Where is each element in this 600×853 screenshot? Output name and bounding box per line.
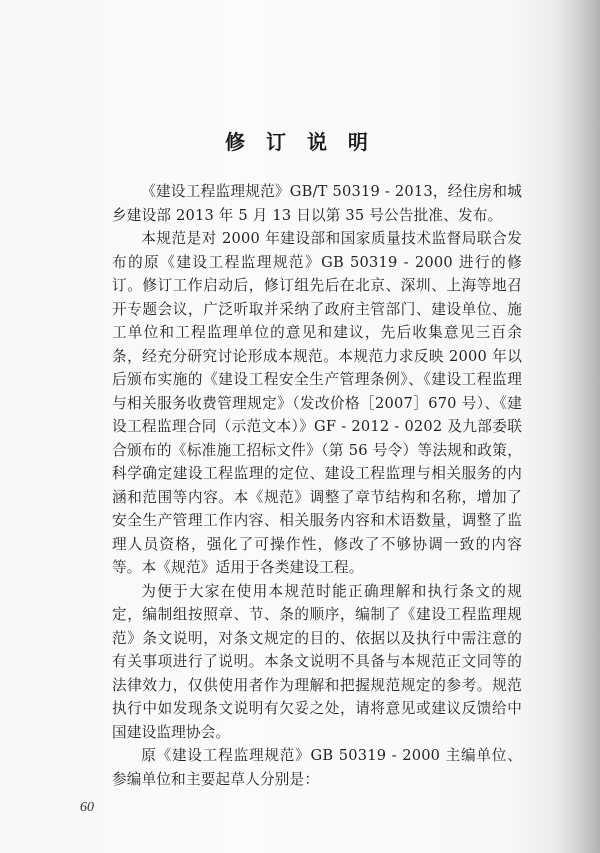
paragraph-explanation-purpose: 为便于大家在使用本规范时能正确理解和执行条文的规定，编制组按照章、节、条的顺序，编制了《建设工程监理规范》条文说明，对条文规定的目的、依据以及执行中需注意的有关事项进行了说明。本条文说明不具备与本规范正文同等的法律效力，仅供使用者作为理解和把握规范规定的参考。规范执行中如发现条文说明有欠妥之处，请将意见或建议反馈给中国建设监理协会。 <box>112 582 522 741</box>
page-title: 修 订 说 明 <box>225 130 375 154</box>
paragraph-original-drafters: 原《建设工程监理规范》GB 50319 - 2000 主编单位、参编单位和主要起草人分别是： <box>112 747 522 788</box>
body-text <box>112 180 522 791</box>
paragraph-revision-background: 本规范是对 2000 年建设部和国家质量技术监督局联合发布的原《建设工程监理规范》GB 50319 - 2000 进行的修订。修订工作启动后，修订组先后在北京、深圳、上海等地召开专题会议，广泛听取并采纳了政府主管部门、建设单位、施工单位和工程监理单位的意见和建议，先后收集意见三百余条，经充分研究讨论形成本规范。本规范力求反映 2000 年以后颁布实施的《建设工程安全生产管理条例》、《建设工程监理与相关服务收费管理规定》（发改价格［2007］670 号）、《建设工程监理合同（示范文本）》GF - 2012 - 0202 及九部委联合颁布的《标准施工招标文件》（第 56 号令）等法规和政策，科学确定建设工程监理的定位、建设工程监理与相关服务的内涵和范围等内容。本《规范》调整了章节结构和名称，增加了安全生产管理工作内容、相关服务内容和术语数量，调整了监理人员资格，强化了可操作性，修改了不够协调一致的内容等。本《规范》适用于各类建设工程。 <box>112 230 522 576</box>
paragraph-approval: 《建设工程监理规范》GB/T 50319 - 2013，经住房和城乡建设部 2013 年 5 月 13 日以第 35 号公告批准、发布。 <box>112 183 522 224</box>
page-number: 60 <box>80 800 94 815</box>
